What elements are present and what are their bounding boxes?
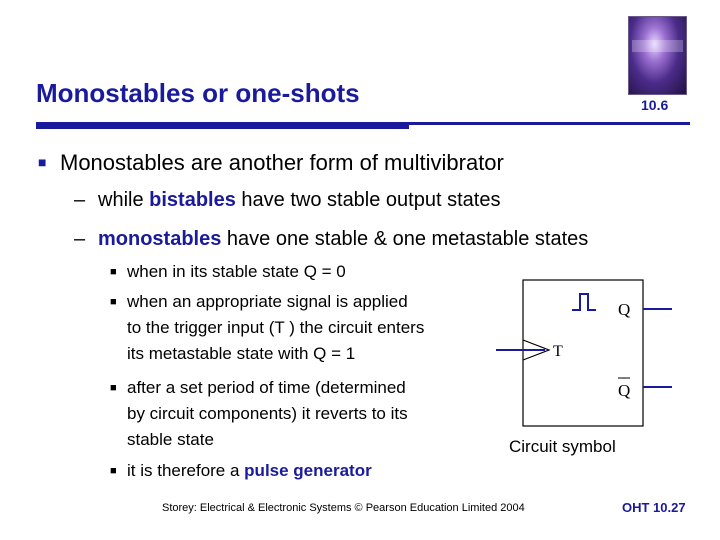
- dash-bullet: –: [74, 189, 86, 211]
- list-item-line: by circuit components) it reverts to its: [127, 404, 408, 423]
- sub-bullet-text-post: have two stable output states: [235, 189, 501, 211]
- square-bullet-icon: ■: [110, 465, 117, 477]
- section-number: 10.6: [641, 97, 669, 113]
- main-bullet: [38, 150, 504, 176]
- highlight-pulse-generator: pulse generator: [244, 461, 372, 480]
- sub-bullet-text-post: have one stable & one metastable states: [221, 228, 589, 250]
- highlight-monostables: monostables: [98, 228, 222, 250]
- list-item-line: its metastable state with Q = 1: [127, 344, 356, 363]
- page-number: OHT 10.27: [622, 500, 686, 515]
- sub-bullet-text-pre: while: [98, 189, 150, 211]
- list-item-line: when an appropriate signal is applied: [127, 292, 408, 311]
- highlight-bistables: bistables: [149, 189, 236, 211]
- square-bullet-icon: ■: [110, 266, 117, 278]
- square-bullet-icon: ■: [38, 154, 47, 170]
- list-item: [110, 289, 424, 367]
- square-bullet-icon: ■: [110, 382, 117, 394]
- list-item-line: [110, 458, 372, 484]
- list-item-line: after a set period of time (determined: [127, 378, 406, 397]
- list-item-text: it is therefore a: [127, 461, 245, 480]
- title-underline-accent: [36, 125, 409, 129]
- main-bullet-text: Monostables are another form of multivibrator: [60, 150, 504, 175]
- sub-bullet-monostables: [74, 228, 588, 251]
- monostable-circuit-symbol: [496, 270, 676, 430]
- trigger-input-label: T: [553, 343, 563, 360]
- q-bar-output-label: Q: [618, 381, 631, 400]
- q-output-label: Q: [618, 300, 631, 319]
- diagram-caption: Circuit symbol: [509, 437, 616, 456]
- sub-bullet-bistables: [74, 189, 500, 212]
- list-item-line: stable state: [127, 430, 214, 449]
- list-item: [110, 259, 346, 285]
- book-cover-image: [628, 16, 687, 95]
- square-bullet-icon: ■: [110, 296, 117, 308]
- footer-credit: Storey: Electrical & Electronic Systems © Pearson Education Limited 2004: [162, 502, 525, 514]
- book-cover-band: [632, 40, 683, 52]
- slide-title: Monostables or one-shots: [36, 78, 360, 108]
- pulse-waveform-icon: [572, 294, 596, 310]
- list-item: [110, 375, 408, 453]
- dash-bullet: –: [74, 228, 86, 250]
- list-item-line: to the trigger input (T ) the circuit enters: [127, 318, 425, 337]
- list-item-line: when in its stable state Q = 0: [127, 262, 346, 281]
- list-item: [110, 458, 372, 484]
